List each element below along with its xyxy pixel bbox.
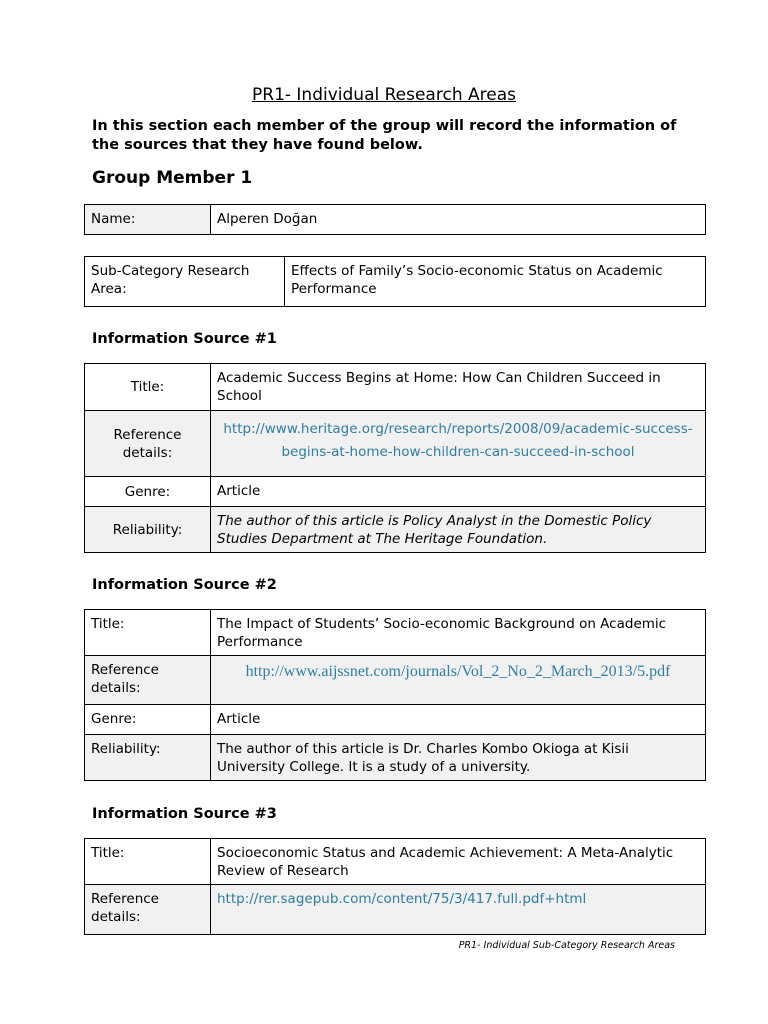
name-value: Alperen Doğan: [211, 205, 706, 235]
source-3-reference-label: Reference details:: [85, 885, 211, 935]
source-2-genre-label: Genre:: [85, 705, 211, 735]
source-2-table: [84, 609, 706, 781]
source-1-reliability: The author of this article is Policy Analyst in the Domestic Policy Studies Department at The Heritage Foundation.: [211, 507, 706, 553]
source-1-reference-link[interactable]: http://www.heritage.org/research/reports/2008/09/academic-success-begins-at-home-how-children-can-succeed-in-school: [223, 421, 693, 460]
subcategory-table: [84, 256, 706, 307]
source-2-reference-label: Reference details:: [85, 656, 211, 705]
subcategory-label: Sub-Category Research Area:: [85, 257, 285, 307]
source-1-genre: Article: [211, 477, 706, 507]
subcategory-value: Effects of Family’s Socio-economic Status on Academic Performance: [285, 257, 706, 307]
source-3-heading: Information Source #3: [92, 806, 277, 822]
source-2-reference-cell: [211, 656, 706, 705]
source-1-genre-label: Genre:: [85, 477, 211, 507]
source-3-title: Socioeconomic Status and Academic Achievement: A Meta-Analytic Review of Research: [211, 839, 706, 885]
source-1-table: [84, 363, 706, 553]
source-2-title-label: Title:: [85, 610, 211, 656]
name-label: Name:: [85, 205, 211, 235]
source-1-title-label: Title:: [85, 364, 211, 411]
source-2-genre: Article: [211, 705, 706, 735]
source-2-heading: Information Source #2: [92, 577, 277, 593]
source-1-reference-label: Reference details:: [85, 411, 211, 477]
source-2-reliability-label: Reliability:: [85, 735, 211, 781]
source-2-reference-link[interactable]: http://www.aijssnet.com/journals/Vol_2_No_2_March_2013/5.pdf: [245, 663, 671, 680]
page-footer: PR1- Individual Sub-Category Research Areas: [458, 940, 675, 951]
source-3-reference-cell: [211, 885, 706, 935]
group-member-heading: Group Member 1: [92, 168, 253, 188]
source-1-reference-cell: [211, 411, 706, 477]
source-1-reliability-label: Reliability:: [85, 507, 211, 553]
source-3-reference-link[interactable]: http://rer.sagepub.com/content/75/3/417.full.pdf+html: [217, 891, 587, 907]
source-2-reliability: The author of this article is Dr. Charles Kombo Okioga at Kisii University College. It is a study of a university.: [211, 735, 706, 781]
source-3-title-label: Title:: [85, 839, 211, 885]
intro-text: In this section each member of the group will record the information of the sources that they have found below.: [92, 118, 677, 153]
page-title: PR1- Individual Research Areas: [252, 85, 516, 105]
source-1-heading: Information Source #1: [92, 331, 277, 347]
name-table: [84, 204, 706, 235]
source-3-table: [84, 838, 706, 935]
source-2-title: The Impact of Students’ Socio-economic Background on Academic Performance: [211, 610, 706, 656]
source-1-title: Academic Success Begins at Home: How Can Children Succeed in School: [211, 364, 706, 411]
